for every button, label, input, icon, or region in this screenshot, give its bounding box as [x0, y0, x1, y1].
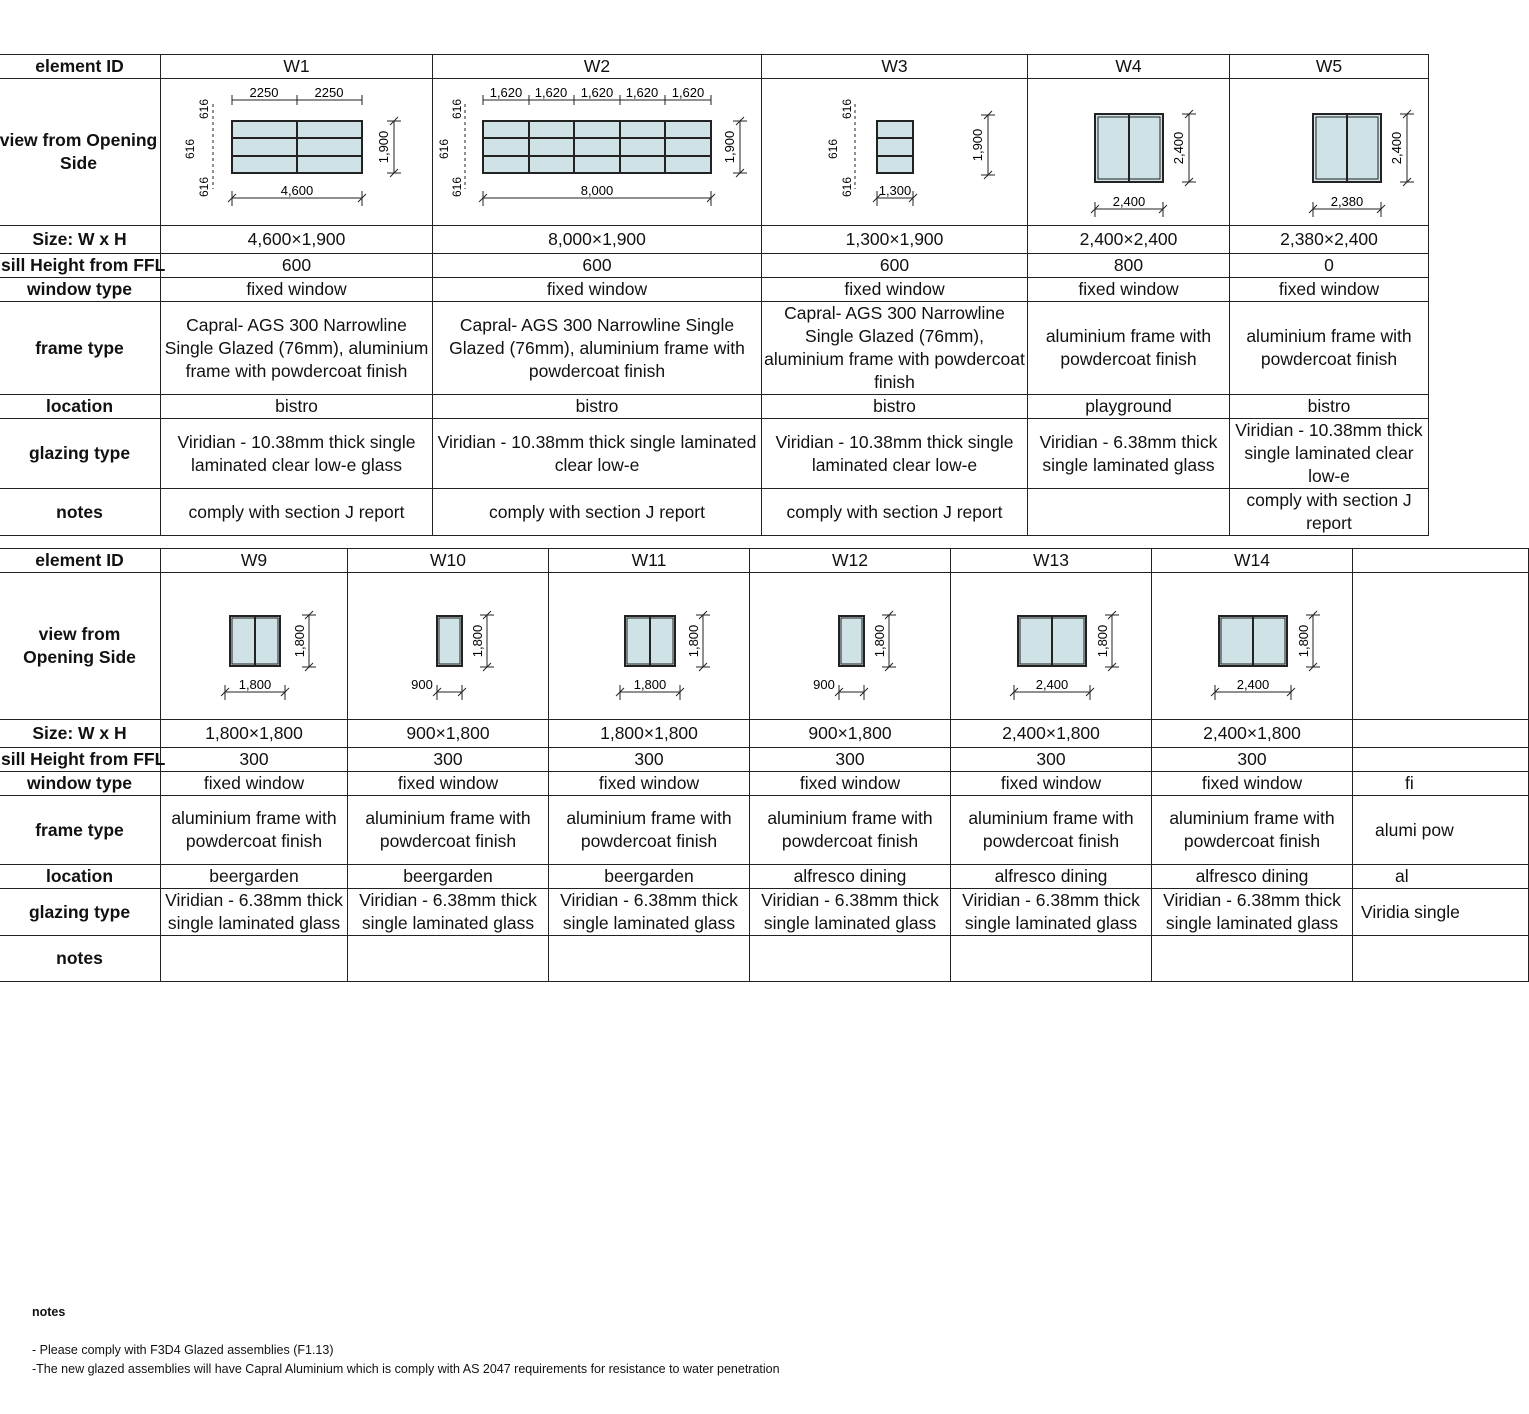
window-type-cell: fixed window — [1230, 278, 1429, 302]
sill-cell: 300 — [1152, 748, 1353, 772]
size-cell: 2,380×2,400 — [1230, 226, 1429, 254]
element-id-cell: W3 — [762, 55, 1028, 79]
window-type-cell: fi — [1353, 772, 1529, 796]
row-window-type — [0, 278, 1429, 302]
dim-top: 1,620 — [489, 85, 523, 100]
glazing-cell: Viridian - 6.38mm thick single laminated glass — [1028, 419, 1230, 489]
row-header: glazing type — [0, 419, 161, 489]
window-elevation-W1 — [162, 79, 432, 219]
dim-right: 1,800 — [871, 624, 887, 658]
row-glazing-type — [0, 889, 1529, 936]
frame-type-cell: aluminium frame with powdercoat finish — [161, 796, 348, 865]
row-header: notes — [0, 936, 161, 982]
location-cell: alfresco dining — [750, 865, 951, 889]
dim-right: 2,400 — [1388, 131, 1404, 165]
window-type-cell: fixed window — [161, 278, 433, 302]
notes-cell — [750, 936, 951, 982]
dim-top: 1,620 — [534, 85, 568, 100]
note-line: -The new glazed assemblies will have Capral Aluminium which is comply with AS 2047 requirements for resistance to water penetration — [32, 1362, 780, 1376]
row-frame-type — [0, 796, 1529, 865]
location-cell: beergarden — [161, 865, 348, 889]
elevation-drawing-W11 — [549, 573, 750, 720]
dim-bottom: 900 — [812, 677, 835, 692]
dim-left: 616 — [437, 138, 451, 160]
dim-bottom: 2,380 — [1330, 194, 1363, 209]
row-view — [0, 573, 1529, 720]
row-header: window type — [0, 278, 161, 302]
glazing-cell: Viridian - 10.38mm thick single laminated clear low-e — [762, 419, 1028, 489]
dim-left: 616 — [825, 138, 840, 160]
notes-cell: comply with section J report — [161, 489, 433, 536]
dim-top: 1,620 — [671, 85, 705, 100]
frame-type-cell: aluminium frame with powdercoat finish — [750, 796, 951, 865]
sill-cell: 300 — [348, 748, 549, 772]
window-type-cell: fixed window — [348, 772, 549, 796]
dim-left: 616 — [196, 176, 211, 198]
glazing-cell: Viridian - 6.38mm thick single laminated glass — [951, 889, 1152, 936]
size-cell: 900×1,800 — [348, 720, 549, 748]
dim-bottom: 2,400 — [1112, 194, 1145, 209]
notes-cell — [348, 936, 549, 982]
elevation-drawing-W1 — [161, 79, 433, 226]
dim-left: 616 — [450, 98, 464, 120]
frame-type-cell: aluminium frame with powdercoat finish — [549, 796, 750, 865]
size-cell: 2,400×2,400 — [1028, 226, 1230, 254]
row-location — [0, 395, 1429, 419]
window-type-cell: fixed window — [750, 772, 951, 796]
row-header: sill Height from FFL — [0, 748, 161, 772]
element-id-cell: W11 — [549, 549, 750, 573]
window-elevation-W9 — [162, 573, 347, 713]
schedule-table-1 — [0, 54, 1429, 536]
sill-cell: 300 — [549, 748, 750, 772]
row-location — [0, 865, 1529, 889]
dim-right: 1,900 — [375, 130, 391, 164]
sill-cell: 300 — [750, 748, 951, 772]
location-cell: beergarden — [348, 865, 549, 889]
frame-type-cell: alumi pow — [1353, 796, 1529, 865]
elevation-drawing-W14 — [1152, 573, 1353, 720]
glazing-cell: Viridian - 10.38mm thick single laminated clear low-e glass — [161, 419, 433, 489]
notes-cell — [1353, 936, 1529, 982]
dim-right: 1,800 — [1094, 624, 1110, 658]
row-header: sill Height from FFL — [0, 254, 161, 278]
dim-left: 616 — [196, 98, 211, 120]
row-header: location — [0, 865, 161, 889]
row-glazing-type — [0, 419, 1429, 489]
dim-right: 1,900 — [969, 128, 985, 162]
row-header: frame type — [0, 796, 161, 865]
size-cell — [1353, 720, 1529, 748]
row-notes — [0, 936, 1529, 982]
row-size — [0, 720, 1529, 748]
location-cell: bistro — [1230, 395, 1429, 419]
size-cell: 2,400×1,800 — [1152, 720, 1353, 748]
element-id-cell — [1353, 549, 1529, 573]
size-cell: 1,300×1,900 — [762, 226, 1028, 254]
size-cell: 4,600×1,900 — [161, 226, 433, 254]
frame-type-cell: Capral- AGS 300 Narrowline Single Glazed (76mm), aluminium frame with powdercoat finish — [433, 302, 762, 395]
row-frame-type — [0, 302, 1429, 395]
dim-right: 1,900 — [722, 130, 737, 164]
glazing-cell: Viridian - 10.38mm thick single laminated clear low-e — [433, 419, 762, 489]
location-cell: al — [1353, 865, 1529, 889]
frame-type-cell: Capral- AGS 300 Narrowline Single Glazed (76mm), aluminium frame with powdercoat finish — [161, 302, 433, 395]
notes-cell: comply with section J report — [762, 489, 1028, 536]
frame-type-cell: aluminium frame with powdercoat finish — [348, 796, 549, 865]
window-elevation-W12 — [751, 573, 950, 713]
size-cell: 1,800×1,800 — [549, 720, 750, 748]
row-sill — [0, 254, 1429, 278]
glazing-cell: Viridian - 6.38mm thick single laminated glass — [348, 889, 549, 936]
window-elevation-W5 — [1231, 79, 1428, 219]
row-header: Size: W x H — [0, 226, 161, 254]
size-cell: 900×1,800 — [750, 720, 951, 748]
sill-cell: 300 — [161, 748, 348, 772]
row-header: Size: W x H — [0, 720, 161, 748]
dim-bottom: 2,400 — [1236, 677, 1269, 692]
dim-left: 616 — [450, 176, 464, 198]
dim-right: 1,800 — [685, 624, 701, 658]
row-header: element ID — [0, 549, 161, 573]
row-sill — [0, 748, 1529, 772]
frame-type-cell: aluminium frame with powdercoat finish — [1152, 796, 1353, 865]
notes-title: notes — [32, 1305, 66, 1319]
element-id-cell: W5 — [1230, 55, 1429, 79]
size-cell: 1,800×1,800 — [161, 720, 348, 748]
row-header: glazing type — [0, 889, 161, 936]
element-id-cell: W4 — [1028, 55, 1230, 79]
dim-bottom: 1,300 — [878, 183, 911, 198]
glazing-cell: Viridian - 6.38mm thick single laminated glass — [161, 889, 348, 936]
location-cell: bistro — [161, 395, 433, 419]
dim-bottom: 4,600 — [280, 183, 313, 198]
row-header: view from Opening Side — [0, 573, 161, 720]
row-view — [0, 79, 1429, 226]
window-elevation-W3 — [763, 79, 1027, 219]
location-cell: alfresco dining — [1152, 865, 1353, 889]
dim-right: 2,400 — [1170, 131, 1186, 165]
elevation-drawing-W3 — [762, 79, 1028, 226]
sill-cell: 0 — [1230, 254, 1429, 278]
location-cell: bistro — [762, 395, 1028, 419]
window-elevation-W2 — [434, 79, 760, 219]
elevation-drawing-partial — [1353, 573, 1529, 720]
window-type-cell: fixed window — [549, 772, 750, 796]
elevation-drawing-W4 — [1028, 79, 1230, 226]
elevation-drawing-W2 — [433, 79, 762, 226]
element-id-cell: W1 — [161, 55, 433, 79]
window-type-cell: fixed window — [951, 772, 1152, 796]
row-header: view from Opening Side — [0, 79, 161, 226]
notes-cell — [161, 936, 348, 982]
element-id-cell: W9 — [161, 549, 348, 573]
sill-cell: 600 — [762, 254, 1028, 278]
glazing-cell: Viridian - 6.38mm thick single laminated glass — [1152, 889, 1353, 936]
frame-type-cell: aluminium frame with powdercoat finish — [1028, 302, 1230, 395]
dim-bottom: 900 — [410, 677, 433, 692]
row-notes — [0, 489, 1429, 536]
dim-left: 616 — [839, 176, 854, 198]
element-id-cell: W13 — [951, 549, 1152, 573]
sill-cell: 600 — [433, 254, 762, 278]
dim-bottom: 2,400 — [1035, 677, 1068, 692]
dim-right: 1,800 — [469, 624, 485, 658]
window-elevation-W10 — [349, 573, 548, 713]
location-cell: playground — [1028, 395, 1230, 419]
window-type-cell: fixed window — [762, 278, 1028, 302]
dim-bottom: 8,000 — [580, 183, 614, 198]
row-element-id — [0, 549, 1529, 573]
dim-top: 2250 — [314, 85, 343, 100]
row-header: frame type — [0, 302, 161, 395]
dim-left: 616 — [182, 138, 197, 160]
row-size — [0, 226, 1429, 254]
element-id-cell: W12 — [750, 549, 951, 573]
row-header: element ID — [0, 55, 161, 79]
window-elevation-W13 — [952, 573, 1151, 713]
dim-right: 1,800 — [1295, 624, 1311, 658]
location-cell: alfresco dining — [951, 865, 1152, 889]
sill-cell: 800 — [1028, 254, 1230, 278]
dim-bottom: 1,800 — [633, 677, 666, 692]
element-id-cell: W2 — [433, 55, 762, 79]
element-id-cell: W14 — [1152, 549, 1353, 573]
dim-top: 2250 — [249, 85, 278, 100]
glazing-cell: Viridia single — [1353, 889, 1529, 936]
elevation-drawing-W12 — [750, 573, 951, 720]
dim-right: 1,800 — [291, 624, 307, 658]
row-header: window type — [0, 772, 161, 796]
elevation-drawing-W9 — [161, 573, 348, 720]
elevation-drawing-W10 — [348, 573, 549, 720]
window-type-cell: fixed window — [433, 278, 762, 302]
note-line: - Please comply with F3D4 Glazed assemblies (F1.13) — [32, 1343, 334, 1357]
notes-cell: comply with section J report — [1230, 489, 1429, 536]
notes-cell: comply with section J report — [433, 489, 762, 536]
row-element-id — [0, 55, 1429, 79]
window-type-cell: fixed window — [1028, 278, 1230, 302]
glazing-cell: Viridian - 10.38mm thick single laminated clear low-e — [1230, 419, 1429, 489]
notes-cell — [951, 936, 1152, 982]
sill-cell: 600 — [161, 254, 433, 278]
schedule-table-2 — [0, 548, 1529, 982]
location-cell: bistro — [433, 395, 762, 419]
window-elevation-W14 — [1153, 573, 1352, 713]
glazing-cell: Viridian - 6.38mm thick single laminated glass — [750, 889, 951, 936]
row-window-type — [0, 772, 1529, 796]
dim-top: 1,620 — [580, 85, 614, 100]
location-cell: beergarden — [549, 865, 750, 889]
window-elevation-W4 — [1029, 79, 1229, 219]
notes-cell — [1152, 936, 1353, 982]
dim-top: 1,620 — [625, 85, 659, 100]
dim-bottom: 1,800 — [238, 677, 271, 692]
frame-type-cell: aluminium frame with powdercoat finish — [951, 796, 1152, 865]
row-header: location — [0, 395, 161, 419]
size-cell: 2,400×1,800 — [951, 720, 1152, 748]
window-type-cell: fixed window — [161, 772, 348, 796]
elevation-drawing-W13 — [951, 573, 1152, 720]
window-type-cell: fixed window — [1152, 772, 1353, 796]
size-cell: 8,000×1,900 — [433, 226, 762, 254]
glazing-cell: Viridian - 6.38mm thick single laminated glass — [549, 889, 750, 936]
footer-notes — [32, 1305, 780, 1379]
dim-left: 616 — [839, 98, 854, 120]
notes-cell — [549, 936, 750, 982]
element-id-cell: W10 — [348, 549, 549, 573]
elevation-drawing-W5 — [1230, 79, 1429, 226]
notes-cell — [1028, 489, 1230, 536]
window-elevation-W11 — [550, 573, 749, 713]
row-header: notes — [0, 489, 161, 536]
sill-cell: 300 — [951, 748, 1152, 772]
frame-type-cell: aluminium frame with powdercoat finish — [1230, 302, 1429, 395]
sill-cell — [1353, 748, 1529, 772]
frame-type-cell: Capral- AGS 300 Narrowline Single Glazed (76mm), aluminium frame with powdercoat finish — [762, 302, 1028, 395]
